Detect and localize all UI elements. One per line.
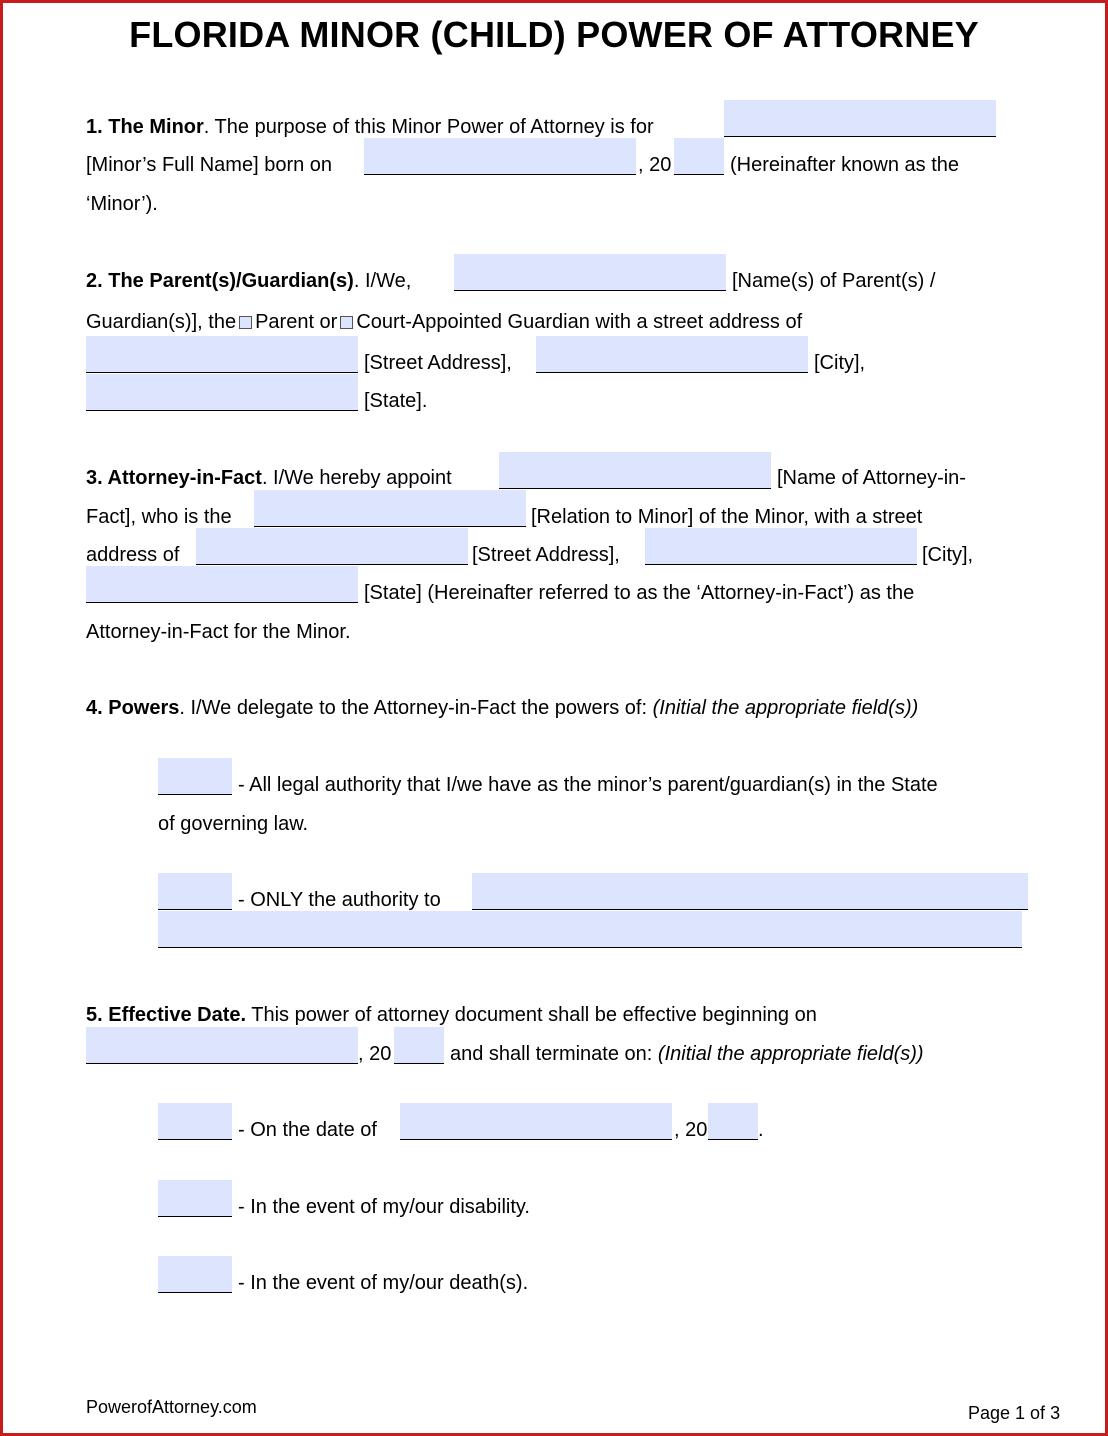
terminate-year-field[interactable] (708, 1103, 758, 1140)
s5-instruction: (Initial the appropriate field(s)) (657, 1043, 924, 1065)
s4-opt1b: of governing law. (158, 813, 309, 835)
s5-text: This power of attorney document shall be effective beginning on (246, 1004, 817, 1026)
parent-state-field[interactable] (86, 374, 358, 411)
document-title: FLORIDA MINOR (CHILD) POWER OF ATTORNEY (129, 14, 979, 55)
s5-line2b: and shall terminate on: (450, 1043, 653, 1065)
s4-heading: 4. Powers (86, 697, 180, 719)
attorney-city-field[interactable] (645, 528, 917, 565)
parent-checkbox[interactable] (239, 316, 252, 329)
s4-instruction: (Initial the appropriate field(s)) (652, 697, 919, 719)
terminate-death-initial-field[interactable] (158, 1256, 232, 1293)
parent-name-field[interactable] (454, 254, 726, 291)
s1-line2c: (Hereinafter known as the (730, 154, 960, 176)
s5-heading: 5. Effective Date. (86, 1004, 247, 1026)
parent-city-field[interactable] (536, 336, 808, 373)
s2-text: . I/We, (353, 270, 412, 292)
s1-heading: 1. The Minor (86, 116, 204, 138)
s2-line2a: Guardian(s)], the (86, 311, 237, 333)
s2-line3b: [City], (814, 352, 866, 374)
limited-authority-field[interactable] (472, 873, 1028, 910)
footer-page-number: Page 1 of 3 (968, 1403, 1061, 1423)
s2-line2 (86, 310, 802, 334)
limited-authority-field-line2[interactable] (158, 911, 1022, 948)
s5-line2 (450, 1042, 924, 1066)
s4-text: . I/We delegate to the Attorney-in-Fact the powers of: (179, 697, 648, 719)
s1-line1 (86, 115, 654, 139)
s5-line1 (86, 1003, 817, 1027)
s1-line2a: [Minor’s Full Name] born on (86, 154, 333, 176)
s4-opt1a: - All legal authority that I/we have as the minor’s parent/guardian(s) in the State (238, 774, 938, 796)
s3-line3a: address of (86, 544, 180, 566)
attorney-name-field[interactable] (499, 452, 771, 489)
effective-date-field[interactable] (86, 1027, 358, 1064)
s5-opt2: - In the event of my/our disability. (238, 1196, 530, 1218)
s5-opt1c: . (758, 1119, 764, 1141)
s2-line4: [State]. (364, 390, 428, 412)
power-limited-initial-field[interactable] (158, 873, 232, 910)
terminate-disability-initial-field[interactable] (158, 1180, 232, 1217)
effective-year-field[interactable] (394, 1027, 444, 1064)
power-all-initial-field[interactable] (158, 758, 232, 795)
s3-line3c: [City], (922, 544, 974, 566)
s4-opt2: - ONLY the authority to (238, 889, 441, 911)
relation-field[interactable] (254, 490, 526, 527)
s3-line2b: [Relation to Minor] of the Minor, with a street (531, 506, 923, 528)
terminate-date-field[interactable] (400, 1103, 672, 1140)
s2-line3a: [Street Address], (364, 352, 512, 374)
s3-line2a: Fact], who is the (86, 506, 232, 528)
minor-birth-year-field[interactable] (674, 138, 724, 175)
s1-line2b: , 20 (638, 154, 672, 176)
s3-line1 (86, 466, 452, 490)
guardian-checkbox[interactable] (340, 316, 353, 329)
s5-opt1a: - On the date of (238, 1119, 377, 1141)
terminate-date-initial-field[interactable] (158, 1103, 232, 1140)
s2-heading: 2. The Parent(s)/Guardian(s) (86, 270, 354, 292)
parent-street-field[interactable] (86, 336, 358, 373)
s2-line2c: Court-Appointed Guardian with a street address of (356, 311, 803, 333)
minor-name-field[interactable] (724, 100, 996, 137)
s3-line5: Attorney-in-Fact for the Minor. (86, 621, 351, 643)
s2-line2b: Parent or (255, 311, 338, 333)
s3-line3b: [Street Address], (472, 544, 620, 566)
footer-site: PowerofAttorney.com (86, 1397, 257, 1417)
s3-line1b: [Name of Attorney-in- (777, 467, 966, 489)
minor-birth-date-field[interactable] (364, 138, 636, 175)
s5-opt3: - In the event of my/our death(s). (238, 1272, 529, 1294)
s1-text: . The purpose of this Minor Power of Attorney is for (203, 116, 654, 138)
s5-opt1b: , 20 (674, 1119, 708, 1141)
attorney-state-field[interactable] (86, 566, 358, 603)
s1-line3: ‘Minor’). (86, 193, 158, 215)
s2-line1 (86, 269, 411, 293)
s4-line1 (86, 696, 918, 720)
s2-line1b: [Name(s) of Parent(s) / (732, 270, 936, 292)
s5-line2a: , 20 (358, 1043, 392, 1065)
s3-heading: 3. Attorney-in-Fact (86, 467, 262, 489)
s3-text: . I/We hereby appoint (261, 467, 452, 489)
s3-line4: [State] (Hereinafter referred to as the ‘Attorney-in-Fact’) as the (364, 582, 915, 604)
attorney-street-field[interactable] (196, 528, 468, 565)
